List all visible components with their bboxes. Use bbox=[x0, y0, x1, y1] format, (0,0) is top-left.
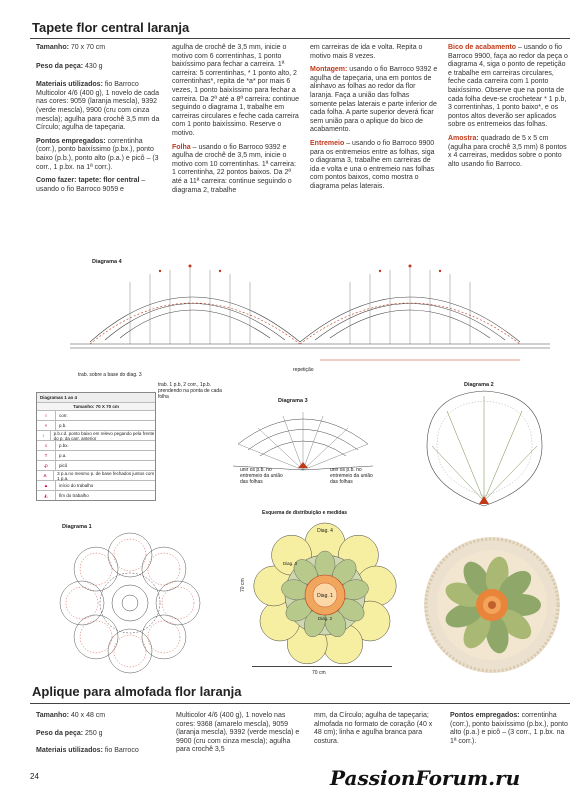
work-on-base-note: trab. sobre a base do diag. 3 bbox=[78, 372, 142, 378]
text-column-3 bbox=[310, 44, 438, 197]
section-title-2: Aplique para almofada flor laranja bbox=[32, 684, 242, 699]
diagram-3-label: Diagrama 3 bbox=[278, 398, 308, 404]
legend-symbol: Ѧ bbox=[37, 471, 54, 480]
legend-text: início do trabalho bbox=[59, 483, 94, 488]
label-leaf: Folha bbox=[172, 143, 191, 151]
diagram1-petal-inner bbox=[80, 621, 112, 653]
legend-symbol: ▲ bbox=[37, 481, 56, 490]
schema-diag3: Diag. 3 bbox=[282, 561, 298, 566]
legend-row bbox=[37, 430, 155, 440]
label-materials-2: Materiais utilizados: bbox=[36, 747, 103, 755]
legend-row bbox=[37, 470, 155, 480]
schema-diag4: Diag. 4 bbox=[317, 528, 333, 534]
label-insert: Entremeio bbox=[310, 139, 345, 147]
schema-diag1: Diag. 1 bbox=[317, 593, 333, 599]
stitches-text-2: correntinha (corr.), ponto baixíssimo (p.bx.), ponto alto (p.a.) e picô – (3 corr., 1 p.bx. na 1ª corr.). bbox=[450, 712, 568, 745]
section-rule-2 bbox=[30, 703, 570, 704]
size-value-2: 40 x 48 cm bbox=[70, 712, 106, 719]
legend-symbol: T bbox=[37, 451, 56, 460]
diagram-2-label: Diagrama 2 bbox=[464, 382, 494, 388]
materials-continued: Multicolor 4/6 (400 g), 1 novelo nas cores: 9368 (amarelo mescla), 9059 (laranja mescla), 9392 (verde mescla) e 9900 (cru com cinza mescla); agulha para crochê 3,5 bbox=[176, 712, 300, 754]
stitch-legend bbox=[36, 392, 156, 501]
legend-text: 3 p.a.no mesmo p. de base fechados juntos com 1 p.a. bbox=[57, 470, 155, 481]
join-note-right: unir os p.b. no entremeio da união das folhas bbox=[330, 467, 373, 485]
repeat-note: repetição bbox=[293, 367, 314, 373]
diagram1-petal-inner bbox=[148, 621, 180, 653]
label-assembly: Montagem: bbox=[310, 66, 348, 74]
weight-value-2: 250 g bbox=[85, 729, 103, 737]
legend-text: p.a. bbox=[59, 453, 67, 458]
diagram1-petal bbox=[74, 615, 118, 659]
legend-text: p.b. bbox=[59, 423, 67, 428]
label-how-to: Como fazer: tapete: flor central bbox=[36, 177, 140, 185]
stitches-text: correntinha (corr.), ponto baixíssimo (p.bx.), ponto baixo (p.b.), ponto alto (p.a.) e picô – (3 corr., 1 p.bx. na 1ª corr.). bbox=[36, 137, 159, 171]
page-number: 24 bbox=[30, 772, 39, 781]
insert-text: – usando o fio Barroco 9900 para os entremeios entre as folhas, siga o diagrama 3, trabalhe em carreiras de ida e volta e una o entremeio nas folhas com pontos baixos, como mostra o diagrama pelas laterais. bbox=[310, 139, 435, 190]
legend-text: p.b.r.d. ponto baixo em relevo pegando pela frente do p. da carr. anterior bbox=[53, 430, 155, 441]
label-sample: Amostra: bbox=[448, 134, 479, 142]
dimension-vertical: 70 cm bbox=[240, 578, 246, 592]
text-column-4 bbox=[448, 44, 570, 174]
legend-text: p.bx. bbox=[59, 443, 69, 448]
repeat-text: em carreiras de ida e volta. Repita o motivo mais 8 vezes. bbox=[310, 44, 423, 60]
label-size: Tamanho: bbox=[36, 44, 69, 51]
diagram1-petal bbox=[108, 629, 152, 673]
diagram1-petal bbox=[60, 581, 104, 625]
diagram-1-label: Diagrama 1 bbox=[62, 524, 92, 530]
legend-row bbox=[37, 420, 155, 430]
dimension-line-horizontal bbox=[252, 666, 392, 667]
legend-symbol: ≡ bbox=[37, 441, 56, 450]
text-column-1 bbox=[36, 44, 161, 199]
legend-title: Diagramas 1 ao 4 bbox=[37, 393, 155, 402]
dimension-horizontal: 70 cm bbox=[312, 670, 326, 676]
label-size-2: Tamanho: bbox=[36, 712, 69, 719]
leaf-text: – usando o fio Barroco 9392 e agulha de crochê de 3,5 mm, inicie o motivo com 10 correntinhas. 1ª carreira: 1 correntinha, 22 pontos baixos. Da 2ª até a 11ª carreira: continue seguindo o diagrama 2, trabalhe bbox=[172, 143, 296, 194]
flower-instructions: agulha de crochê de 3,5 mm, inicie o motivo com 6 correntinhas, 1 ponto baixíssimo para fechar a carreira. 1ª carreira: 5 correntinhas, * 1 ponto alto, 2 correntinhas*, repita de *a* por mais 6 vezes, 1 ponto baixíssimo para fechar a carreira. Da 2ª até a 8ª carreira: continue seguindo o diagrama 1, trabalhe em carreiras circulares e feche cada carreira com 1 ponto baixíssimo. Reserve o motivo. bbox=[172, 44, 299, 137]
join-note-left: unir os p.b. no entremeio da união das folhas bbox=[240, 467, 283, 485]
watermark-brand: PassionForum.ru bbox=[330, 766, 521, 790]
leaf-tip-note: trab. 1 p.b, 2 corr., 1p.b. prendendo na ponta de cada folha bbox=[158, 382, 222, 400]
diagram1-petal-inner bbox=[162, 587, 194, 619]
legend-symbol: ꝓ bbox=[37, 461, 56, 470]
bottom-column-3 bbox=[314, 712, 440, 751]
diagram1-petal bbox=[74, 547, 118, 591]
diagram1-petal-inner bbox=[114, 539, 146, 571]
diagram1-petal-inner bbox=[80, 553, 112, 585]
legend-row bbox=[37, 460, 155, 470]
diagram-1 bbox=[55, 528, 205, 678]
assembly-text: usando o fio Barroco 9392 e agulha de tapeçaria, una em pontos de alinhavo as folhas ao redor da flor laranja. Faça a união das folhas somente pelas laterais e parte inferior de cada folha. A parte superior deverá ficar sem união para o aplique do bico de acabamento. bbox=[310, 66, 438, 134]
legend-symbol: ↕ bbox=[37, 431, 51, 440]
bottom-column-2 bbox=[176, 712, 304, 760]
diagram1-petal-inner bbox=[66, 587, 98, 619]
legend-row bbox=[37, 410, 155, 420]
label-materials: Materiais utilizados: bbox=[36, 81, 103, 89]
page-title: Tapete flor central laranja bbox=[32, 20, 190, 35]
legend-symbol: × bbox=[37, 421, 56, 430]
diagram1-petal-inner bbox=[114, 635, 146, 667]
diagram1-petal bbox=[156, 581, 200, 625]
diagram1-petal bbox=[142, 615, 186, 659]
legend-row bbox=[37, 440, 155, 450]
legend-symbol: ◭ bbox=[37, 491, 56, 500]
bottom-column-4 bbox=[450, 712, 570, 751]
materials-text: fio Barroco Multicolor 4/6 (400 g), 1 novelo de cada nas cores: 9059 (laranja mescla), 9392 (verde mescla), 9900 (cru com cinza mescla); agulha para crochê 3,5 mm da Círculo; agulha de tapeçaria. bbox=[36, 81, 160, 132]
sample-text: quadrado de 5 x 5 cm (agulha para crochê 3,5 mm) 8 pontos x 4 carreiras, medidos sobre o ponto alto usando fio Barroco. bbox=[448, 134, 567, 168]
legend-text: fim do trabalho bbox=[59, 493, 89, 498]
weight-value: 430 g bbox=[85, 62, 103, 70]
how-to-text: – usando o fio Barroco 9059 e bbox=[36, 177, 146, 193]
diagram1-petal bbox=[108, 533, 152, 577]
legend-text: picô bbox=[59, 463, 68, 468]
materials-text-2: fio Barroco bbox=[104, 747, 139, 755]
label-weight: Peso da peça: bbox=[36, 62, 84, 70]
diagram-3 bbox=[228, 404, 378, 474]
edging-text: – usando o fio Barroco 9900, faça ao redor da peça o diagrama 4, siga o ponto de repetição e trabalhe em carreiras circulares, feche cada carreira com 1 ponto baixíssimo. Observe que na ponta de cada folha deve-se crochetear * 1 p.b, 3 correntinhas, 1 ponto baixo*, e os pontos altos deverão ser aplicados sobre os entremeios das folhas. bbox=[448, 44, 568, 129]
diagram1-petal bbox=[142, 547, 186, 591]
diagram1-petal-inner bbox=[148, 553, 180, 585]
bottom-column-1 bbox=[36, 712, 166, 761]
finished-doily-photo bbox=[420, 535, 565, 675]
size-value: 70 x 70 cm bbox=[70, 44, 106, 51]
diagram-4 bbox=[70, 262, 560, 372]
text-column-2 bbox=[172, 44, 300, 200]
label-stitches: Pontos empregados: bbox=[36, 137, 106, 145]
legend-text: corr. bbox=[59, 413, 68, 418]
schema-diag2: Diag. 2 bbox=[317, 616, 333, 621]
label-stitches-2: Pontos empregados: bbox=[450, 712, 520, 719]
label-weight-2: Peso da peça: bbox=[36, 729, 84, 737]
legend-symbol: ○ bbox=[37, 411, 56, 420]
legend-row bbox=[37, 450, 155, 460]
diagram-4-label: Diagrama 4 bbox=[92, 259, 122, 265]
diagram-2 bbox=[422, 386, 547, 511]
label-edging: Bico de acabamento bbox=[448, 44, 517, 51]
legend-size: Tamanho: 70 X 70 cm bbox=[37, 402, 155, 410]
distribution-schema bbox=[250, 520, 400, 670]
legend-row bbox=[37, 490, 155, 500]
schema-title: Esquema de distribuição e medidas bbox=[262, 510, 348, 516]
materials-continued-2: mm, da Círculo; agulha de tapeçaria; almofada no formato de coração (40 x 48 cm); linha e agulha branca para costura. bbox=[314, 712, 433, 745]
title-rule bbox=[30, 38, 570, 39]
legend-row bbox=[37, 480, 155, 490]
